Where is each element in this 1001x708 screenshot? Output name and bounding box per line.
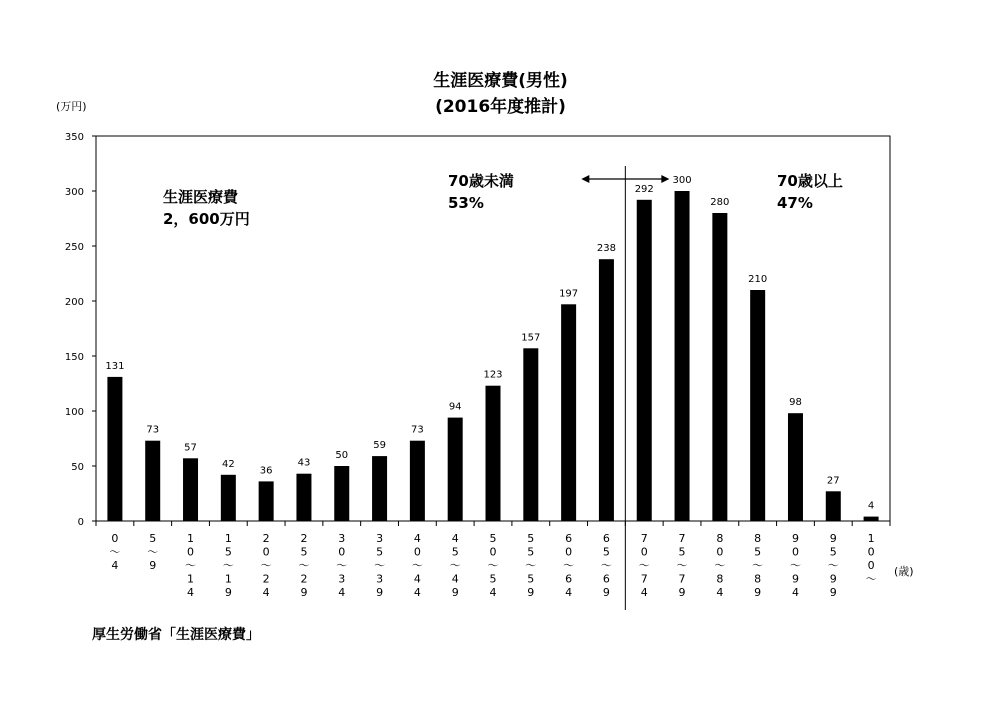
x-tick-label-char: 〜 bbox=[298, 559, 310, 572]
x-tick-label-char: 6 bbox=[602, 572, 610, 586]
under-70-share: 53% bbox=[448, 194, 484, 212]
x-tick-label-char: 0 bbox=[791, 545, 799, 559]
bar-value-label: 210 bbox=[748, 274, 768, 285]
bar-value-label: 42 bbox=[221, 458, 235, 470]
x-tick-label-char: 4 bbox=[791, 586, 799, 599]
x-tick-label-char: 0 bbox=[262, 545, 270, 559]
x-tick-label-char: 8 bbox=[716, 532, 724, 545]
x-tick-label-char: 〜 bbox=[374, 559, 386, 572]
x-tick-label-char: 〜 bbox=[752, 559, 764, 572]
y-axis-ticks bbox=[65, 132, 96, 528]
bar-value-label: 197 bbox=[559, 288, 579, 300]
x-tick-label-char: 5 bbox=[678, 545, 686, 559]
x-tick-label-char: 0 bbox=[338, 545, 346, 559]
x-tick-label-char: 4 bbox=[413, 586, 421, 599]
x-tick-label-char: 4 bbox=[451, 572, 459, 586]
x-tick-label-char: 9 bbox=[791, 572, 799, 586]
x-tick-label-char: 9 bbox=[527, 586, 535, 599]
x-tick-label-char: 〜 bbox=[676, 559, 688, 572]
x-tick-label-char: 7 bbox=[678, 572, 686, 586]
bar-value-label: 73 bbox=[411, 424, 424, 436]
x-tick-label-char: 5 bbox=[527, 545, 535, 559]
x-tick-label-char: 8 bbox=[754, 532, 762, 545]
x-tick-label-char: 〜 bbox=[827, 559, 839, 572]
x-tick-label bbox=[185, 532, 196, 599]
bar bbox=[712, 213, 727, 521]
x-tick-label bbox=[298, 532, 309, 599]
bar-value-label: 36 bbox=[259, 465, 273, 477]
x-tick-label-char: 0 bbox=[640, 545, 648, 559]
over-70-label: 70歳以上 bbox=[777, 172, 843, 190]
x-tick-label-char: 4 bbox=[640, 586, 648, 599]
bar bbox=[448, 418, 463, 521]
x-axis-label: (歳) bbox=[894, 565, 914, 578]
x-tick-label-char: 〜 bbox=[222, 559, 234, 572]
bar bbox=[637, 200, 652, 521]
x-tick-label-char: 3 bbox=[338, 532, 346, 545]
x-tick-label-char: 〜 bbox=[185, 559, 197, 572]
bar bbox=[334, 466, 349, 521]
bar bbox=[296, 474, 311, 521]
x-tick-label-char: 1 bbox=[187, 532, 195, 545]
x-tick-label-char: 6 bbox=[565, 532, 573, 545]
x-tick-label-char: 5 bbox=[149, 532, 157, 545]
x-tick-label-char: 〜 bbox=[600, 559, 612, 572]
x-tick-label-char: 4 bbox=[451, 532, 459, 545]
total-cost-value: 2，600万円 bbox=[163, 210, 250, 228]
x-tick-label-char: 0 bbox=[413, 545, 421, 559]
x-tick-label-char: 〜 bbox=[147, 545, 159, 559]
divider-arrow-head-right bbox=[661, 175, 669, 183]
x-tick-label-char: 1 bbox=[224, 532, 232, 545]
bar bbox=[826, 491, 841, 521]
x-tick-label-char: 5 bbox=[489, 572, 497, 586]
x-tick-label-char: 〜 bbox=[525, 559, 537, 572]
x-tick-label-char: 4 bbox=[187, 586, 195, 599]
y-tick-label: 100 bbox=[64, 407, 84, 418]
x-tick-label-char: 4 bbox=[565, 586, 573, 599]
x-tick-label-char: 4 bbox=[489, 586, 497, 599]
under-70-label: 70歳未満 bbox=[448, 172, 514, 190]
x-tick-label-char: 5 bbox=[527, 572, 535, 586]
bar-value-label: 94 bbox=[448, 401, 462, 413]
x-tick-label-char: 〜 bbox=[563, 559, 575, 572]
x-tick-label-char: 〜 bbox=[487, 559, 499, 572]
bar bbox=[523, 348, 538, 521]
y-tick-label: 350 bbox=[64, 132, 84, 143]
x-tick-label-char: 5 bbox=[451, 545, 459, 559]
total-cost-annotation bbox=[163, 186, 250, 230]
bars bbox=[107, 191, 878, 521]
x-tick-label-char: 9 bbox=[224, 586, 232, 599]
x-tick-label-char: 6 bbox=[602, 532, 610, 545]
x-tick-label bbox=[374, 532, 385, 599]
bar bbox=[107, 377, 122, 521]
x-tick-label bbox=[525, 532, 536, 599]
x-tick-label-char: 〜 bbox=[638, 559, 650, 572]
x-tick-label-char: 2 bbox=[300, 532, 308, 545]
x-tick-label bbox=[828, 532, 839, 599]
x-tick-label-char: 9 bbox=[451, 586, 459, 599]
x-tick-label bbox=[752, 532, 763, 599]
x-tick-label-char: 〜 bbox=[865, 572, 877, 586]
over-70-share: 47% bbox=[777, 194, 813, 212]
x-tick-label-char: 9 bbox=[602, 586, 610, 599]
x-tick-label bbox=[677, 532, 688, 599]
x-tick-label-char: 〜 bbox=[109, 545, 121, 559]
x-tick-label-char: 0 bbox=[867, 545, 875, 559]
x-tick-label-char: 9 bbox=[376, 586, 384, 599]
x-tick-label-char: 0 bbox=[489, 545, 497, 559]
bar-value-label: 238 bbox=[596, 243, 616, 255]
x-tick-label-char: 9 bbox=[300, 586, 308, 599]
bar-value-label: 292 bbox=[634, 183, 654, 195]
x-tick-label bbox=[563, 532, 574, 599]
x-tick-label-char: 7 bbox=[678, 532, 686, 545]
x-tick-label bbox=[261, 532, 272, 599]
bar bbox=[486, 386, 501, 521]
y-axis-label: (万円) bbox=[56, 100, 87, 113]
x-tick-label-char: 〜 bbox=[411, 559, 423, 572]
x-tick-label-char: 2 bbox=[300, 572, 308, 586]
x-tick-label-char: 0 bbox=[565, 545, 573, 559]
bar-value-label: 57 bbox=[184, 442, 197, 454]
x-tick-label-char: 〜 bbox=[449, 559, 461, 572]
bar-value-label: 43 bbox=[297, 457, 311, 469]
y-tick-label: 300 bbox=[64, 187, 84, 198]
bar bbox=[750, 290, 765, 521]
x-tick-label-char: 9 bbox=[678, 586, 686, 599]
x-tick-label bbox=[223, 532, 234, 599]
x-tick-label-char: 4 bbox=[338, 586, 346, 599]
bar bbox=[145, 441, 160, 521]
bar bbox=[221, 475, 236, 521]
bar-value-label: 280 bbox=[710, 197, 730, 208]
x-tick-label-char: 1 bbox=[224, 572, 232, 586]
x-tick-label bbox=[790, 532, 801, 599]
y-tick-label: 150 bbox=[64, 352, 84, 363]
x-tick-label-char: 4 bbox=[413, 572, 421, 586]
x-axis-ticks bbox=[96, 521, 890, 599]
x-tick-label-char: 2 bbox=[262, 532, 270, 545]
bar bbox=[599, 259, 614, 521]
age-70-divider bbox=[581, 166, 669, 610]
x-tick-label-char: 〜 bbox=[714, 559, 726, 572]
x-tick-label-char: 5 bbox=[602, 545, 610, 559]
bar bbox=[372, 456, 387, 521]
bar-value-label: 73 bbox=[146, 424, 160, 436]
x-tick-label-char: 9 bbox=[149, 559, 157, 572]
x-tick-label-char: 〜 bbox=[789, 559, 801, 572]
x-tick-label-char: 6 bbox=[565, 572, 573, 586]
x-tick-label bbox=[450, 532, 461, 599]
bar-value-label: 131 bbox=[105, 360, 125, 372]
bar-value-label: 4 bbox=[867, 500, 875, 512]
x-tick-label-char: 9 bbox=[754, 586, 762, 599]
x-tick-label-char: 0 bbox=[187, 545, 195, 559]
source-note: 厚生労働省「生涯医療費」 bbox=[92, 627, 260, 643]
y-tick-label: 200 bbox=[64, 297, 84, 308]
divider-arrow-head-left bbox=[581, 175, 589, 183]
chart-subtitle: (2016年度推計) bbox=[435, 97, 566, 117]
x-tick-label-char: 8 bbox=[754, 572, 762, 586]
x-tick-label-char: 5 bbox=[224, 545, 232, 559]
bar-value-label: 157 bbox=[521, 332, 541, 344]
under-70-annotation bbox=[448, 170, 514, 214]
x-tick-label-char: 5 bbox=[300, 545, 308, 559]
x-tick-label-char: 7 bbox=[640, 572, 648, 586]
x-tick-label bbox=[147, 532, 158, 572]
bar bbox=[561, 304, 576, 521]
bar-value-label: 123 bbox=[483, 369, 503, 381]
y-tick-label: 50 bbox=[71, 462, 84, 473]
x-tick-label-char: 4 bbox=[716, 586, 724, 599]
x-tick-label-char: 0 bbox=[716, 545, 724, 559]
x-tick-label bbox=[866, 532, 877, 586]
x-tick-label-char: 9 bbox=[791, 532, 799, 545]
x-tick-label-char: 5 bbox=[376, 545, 384, 559]
x-tick-label-char: 2 bbox=[262, 572, 270, 586]
x-tick-label-char: 〜 bbox=[260, 559, 272, 572]
x-tick-label-char: 9 bbox=[829, 532, 837, 545]
x-tick-label-char: 0 bbox=[111, 532, 119, 545]
x-tick-label bbox=[336, 532, 347, 599]
chart-title: 生涯医療費(男性) bbox=[433, 71, 568, 91]
bar bbox=[259, 481, 274, 521]
bar bbox=[675, 191, 690, 521]
bar-value-label: 59 bbox=[373, 440, 386, 452]
x-tick-label bbox=[639, 532, 650, 599]
x-tick-label-char: 5 bbox=[489, 532, 497, 545]
x-tick-label-char: 0 bbox=[867, 559, 875, 572]
x-tick-label-char: 4 bbox=[413, 532, 421, 545]
over-70-annotation bbox=[777, 170, 843, 214]
total-cost-label: 生涯医療費 bbox=[163, 188, 239, 206]
bar-value-label: 300 bbox=[672, 175, 692, 186]
x-tick-label-char: 1 bbox=[187, 572, 195, 586]
x-tick-label-char: 4 bbox=[262, 586, 270, 599]
x-tick-label-char: 5 bbox=[754, 545, 762, 559]
x-tick-label-char: 3 bbox=[376, 532, 384, 545]
x-tick-label-char: 9 bbox=[829, 572, 837, 586]
bar-value-label: 50 bbox=[335, 450, 349, 461]
x-tick-label-char: 5 bbox=[829, 545, 837, 559]
x-tick-label-char: 7 bbox=[640, 532, 648, 545]
x-tick-label-char: 4 bbox=[111, 559, 119, 572]
bar-value-label: 98 bbox=[789, 397, 802, 409]
y-tick-label: 250 bbox=[64, 242, 84, 253]
bar bbox=[410, 441, 425, 521]
x-tick-label bbox=[488, 532, 499, 599]
bar bbox=[864, 517, 879, 521]
x-tick-label bbox=[412, 532, 423, 599]
x-tick-label-char: 3 bbox=[338, 572, 346, 586]
bar bbox=[183, 458, 198, 521]
x-tick-label-char: 1 bbox=[867, 532, 875, 545]
x-tick-label-char: 9 bbox=[829, 586, 837, 599]
bar-value-label: 27 bbox=[826, 475, 840, 487]
x-tick-label-char: 8 bbox=[716, 572, 724, 586]
x-tick-label bbox=[601, 532, 612, 599]
x-tick-label-char: 3 bbox=[376, 572, 384, 586]
x-tick-label bbox=[714, 532, 725, 599]
x-tick-label-char: 5 bbox=[527, 532, 535, 545]
x-tick-label bbox=[109, 532, 120, 572]
bar bbox=[788, 413, 803, 521]
y-tick-label: 0 bbox=[77, 517, 84, 528]
x-tick-label-char: 〜 bbox=[336, 559, 348, 572]
